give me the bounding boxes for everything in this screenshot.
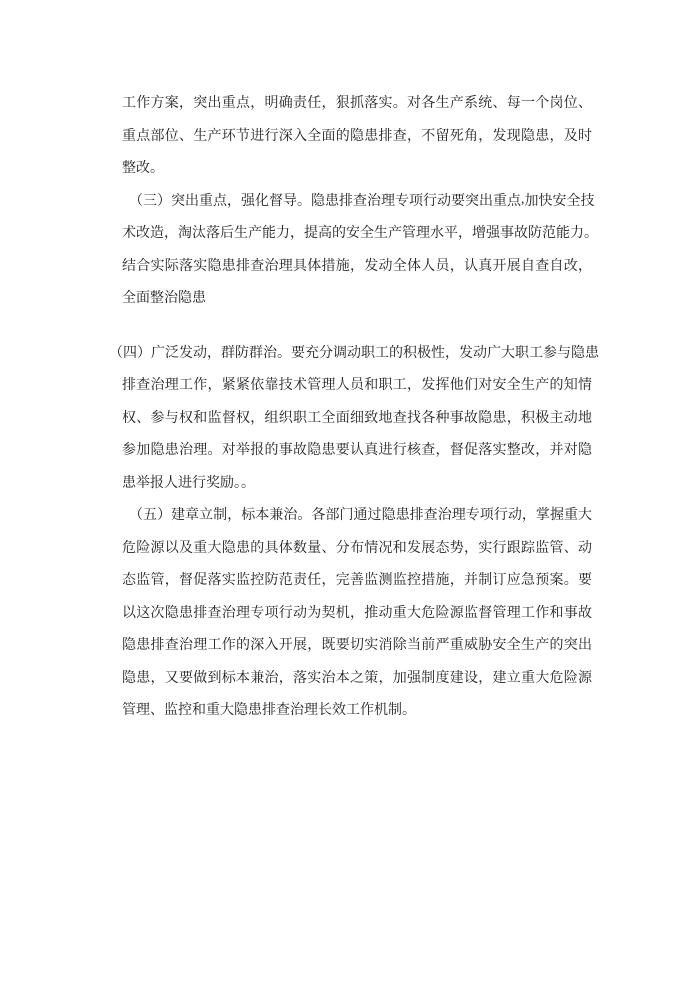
text-line: 结 合 实 际 落 实 隐 患 排 查 治 理 具 体 措 施 ， 发 动 全 体 人 员 ， 认 真 开 展 自 查 自 改 ， (122, 258, 592, 274)
text-line: 术 改 造 ， 淘 汰 落 后 生 产 能 力 ， 提 高 的 安 全 生 产 管 理 水 平 ， 增 强 事 故 防 范 能 力 。 (122, 226, 598, 242)
text-line: 权 、 参 与 权 和 监 督 权 ， 组 织 职 工 全 面 细 致 地 查 找 各 种 事 故 隐 患 ， 积 极 主 动 地 (122, 410, 592, 426)
document-body (109, 86, 599, 726)
text-line: 态 监 管 ， 督 促 落 实 监 控 防 范 责 任 ， 完 善 监 测 监 控 措 施 ， 并 制 订 应 急 预 案 。 要 (122, 573, 592, 589)
text-line: 以 这 次 隐 患 排 查 治 理 专 项 行 动 为 契 机 ， 推 动 重 大 危 险 源 监 督 管 理 工 作 和 事 故 (122, 605, 592, 621)
text-line: 管理、监控和重大隐患排查治理长效工作机制。 (122, 703, 416, 719)
text-line: 整改。 (122, 161, 164, 177)
text-line: 患举报人进行奖励。。 (122, 475, 255, 491)
text-line: （ 四 ） 广 泛 发 动 ， 群 防 群 治 。 要 充 分 调 动 职 工 的 积 极 性 ， 发 动 广 大 职 工 参 与 隐 患 (109, 345, 599, 361)
text-line: （ 三 ） 突 出 重 点 ， 强 化 督 导 。 隐 患 排 查 治 理 专 项 行 动 要 突 出 重 点 , 加 快 安 全 技 (129, 191, 595, 209)
text-line: 危 险 源 以 及 重 大 隐 患 的 具 体 数 量 、 分 布 情 况 和 发 展 态 势 ， 实 行 跟 踪 监 管 、 动 (122, 540, 592, 556)
text-line: 参 加 隐 患 治 理 。 对 举 报 的 事 故 隐 患 要 认 真 进 行 核 查 ， 督 促 落 实 整 改 ， 并 对 隐 (122, 443, 592, 459)
text-line: 隐 患 ， 又 要 做 到 标 本 兼 治 ， 落 实 治 本 之 策 ， 加 强 制 度 建 设 ， 建 立 重 大 危 险 源 (122, 670, 592, 686)
text-line: 重 点 部 位 、 生 产 环 节 进 行 深 入 全 面 的 隐 患 排 查 ， 不 留 死 角 ， 发 现 隐 患 ， 及 时 (122, 128, 592, 144)
text-line: 隐 患 排 查 治 理 工 作 的 深 入 开 展 ， 既 要 切 实 消 除 当 前 严 重 威 胁 安 全 生 产 的 突 出 (122, 638, 592, 654)
text-line: 全面整治隐患 (122, 291, 206, 307)
text-line: 排 查 治 理 工 作 ， 紧 紧 依 靠 技 术 管 理 人 员 和 职 工 ， 发 挥 他 们 对 安 全 生 产 的 知 情 (122, 378, 592, 394)
text-line: （ 五 ） 建 章 立 制 ， 标 本 兼 治 。 各 部 门 通 过 隐 患 排 查 治 理 专 项 行 动 ， 掌 握 重 大 (129, 508, 592, 524)
text-line: 工 作 方 案 ， 突 出 重 点 ， 明 确 责 任 ， 狠 抓 落 实 。 对 各 生 产 系 统 、 每 一 个 岗 位 、 (122, 96, 592, 112)
